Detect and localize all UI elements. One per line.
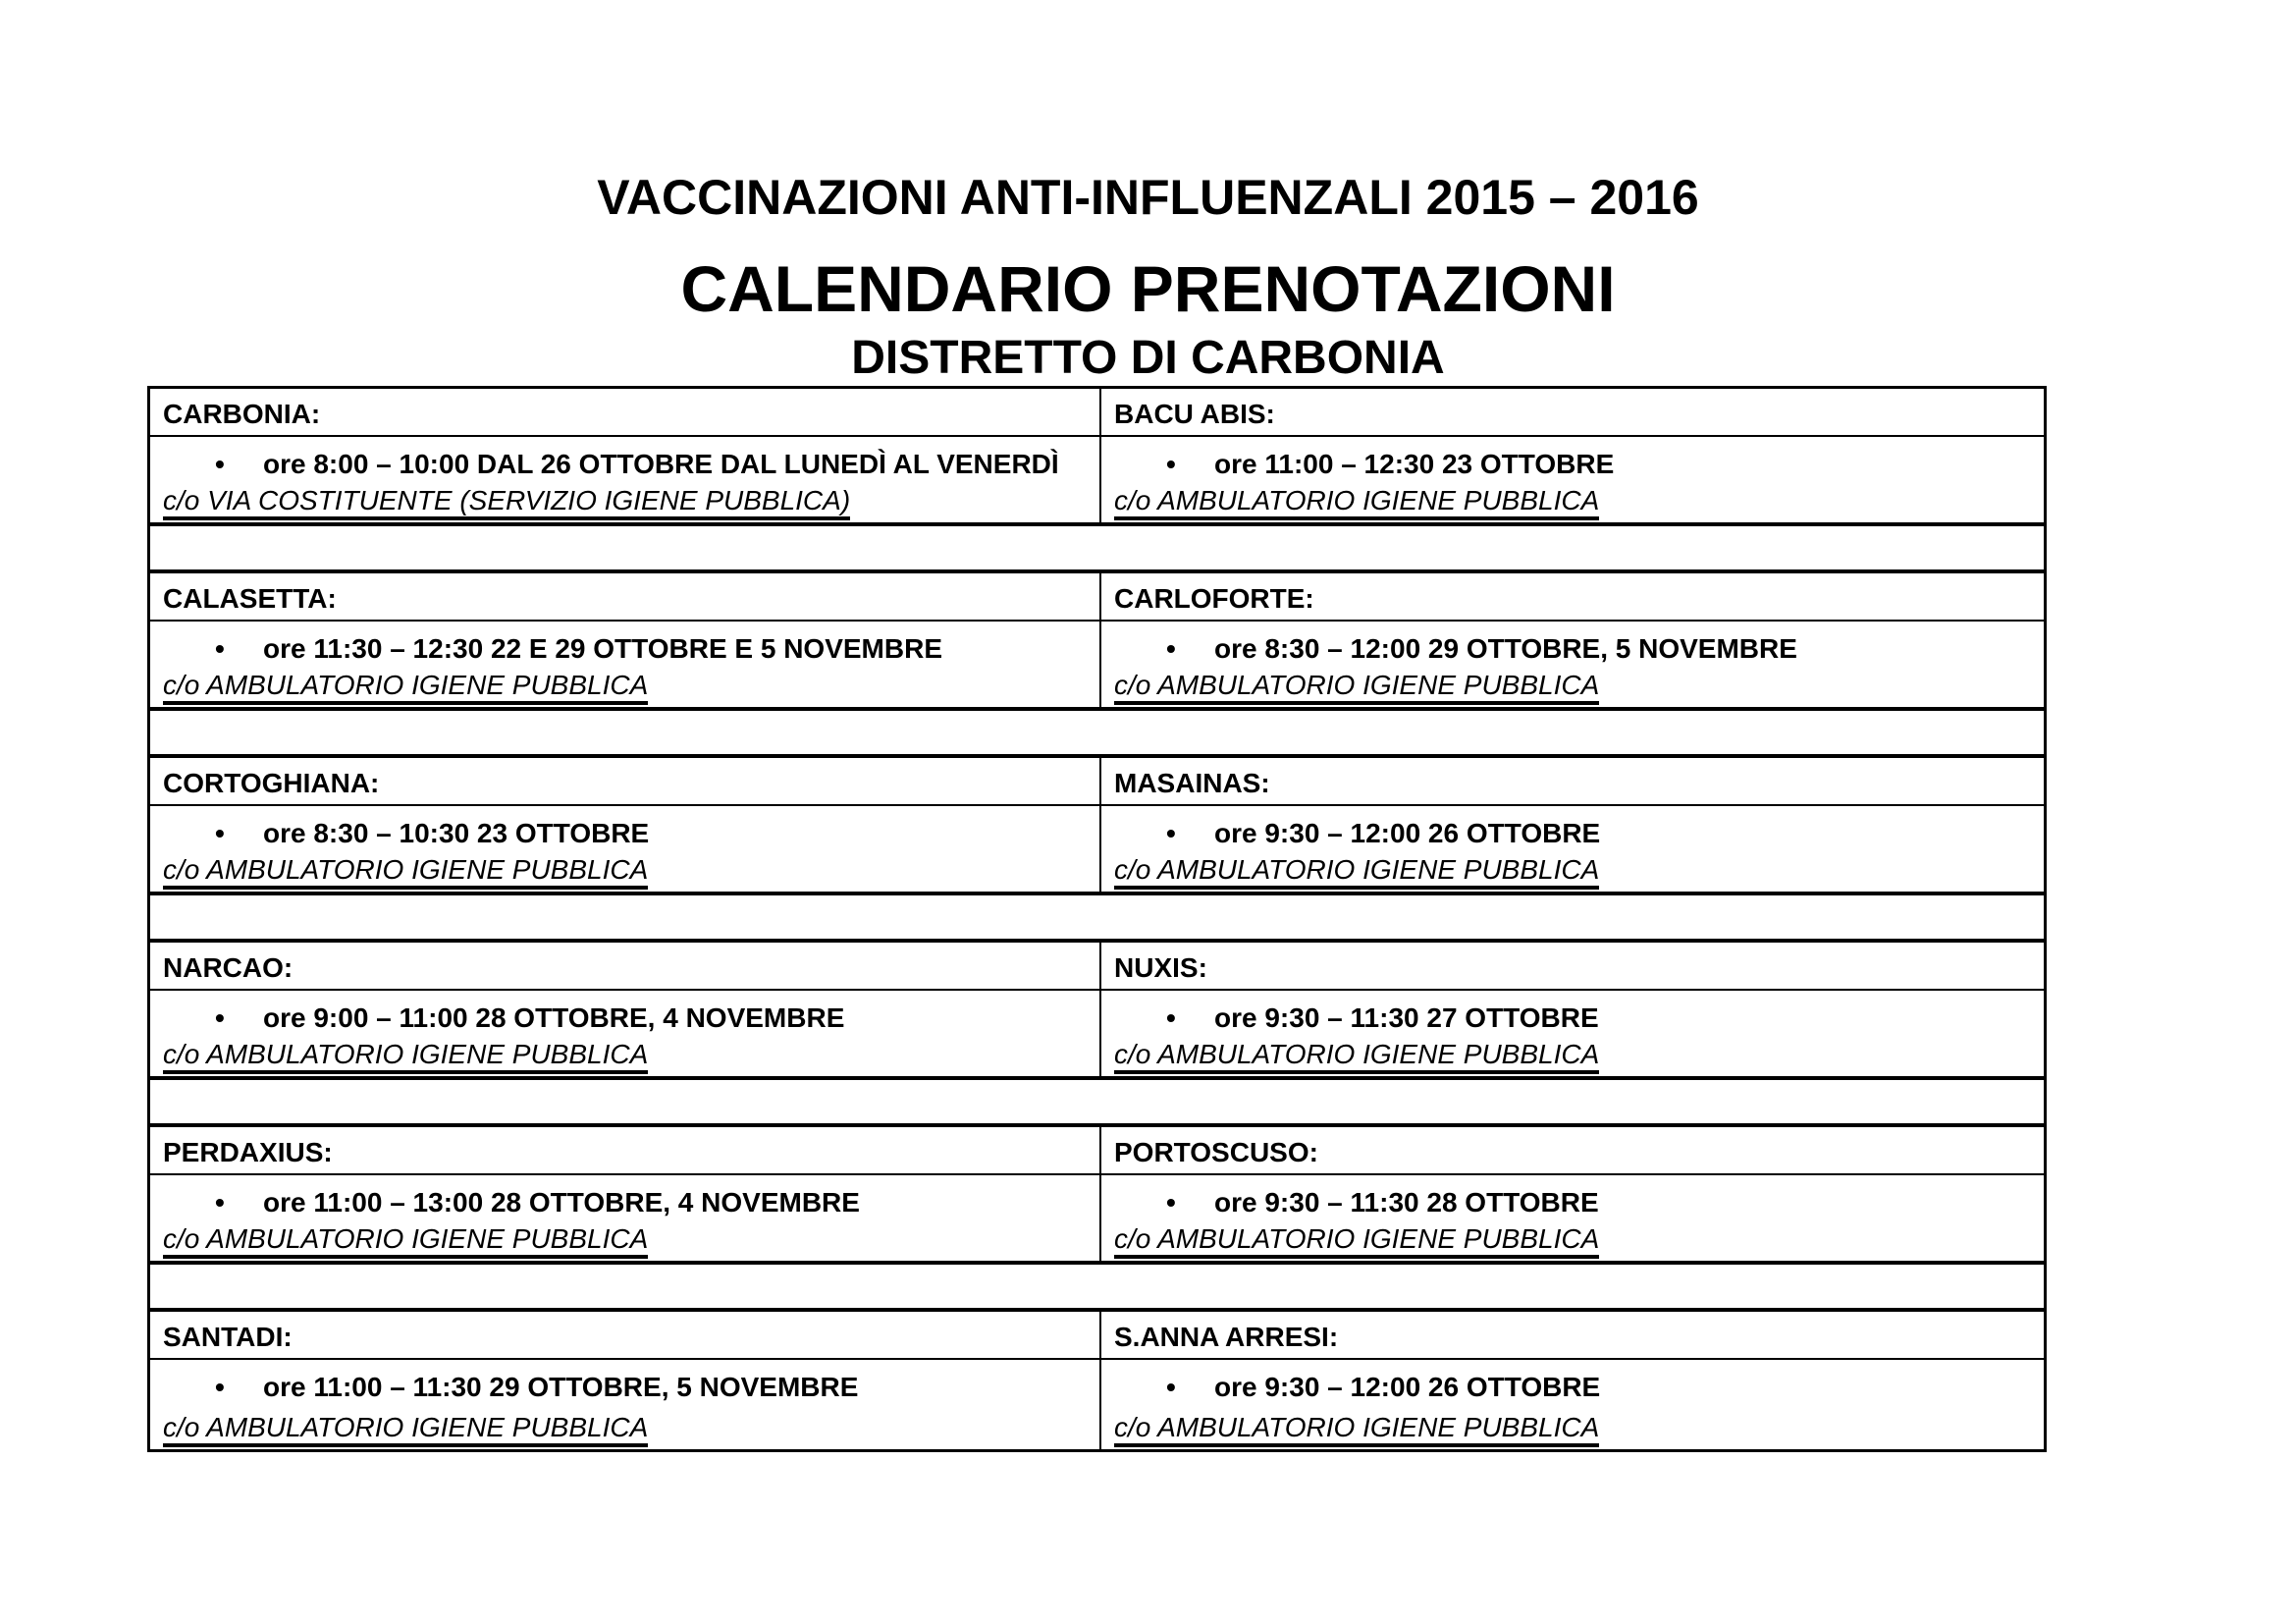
location-line [150, 1413, 1099, 1447]
schedule-line [150, 449, 1099, 480]
town-header-row [150, 943, 2044, 991]
spacer-row [150, 1080, 2044, 1127]
bullet-icon: • [215, 633, 225, 664]
calendar-group-calasetta-carloforte [150, 573, 2044, 758]
town-name: CALASETTA: [163, 582, 337, 614]
bullet-icon: • [1166, 1002, 1176, 1033]
location-line [150, 1040, 1099, 1074]
bullet-icon: • [215, 1372, 225, 1402]
bullet-icon: • [215, 1002, 225, 1033]
location-text: c/o AMBULATORIO IGIENE PUBBLICA [1114, 1224, 1599, 1259]
schedule-cell [150, 622, 1101, 707]
schedule-cell [150, 437, 1101, 522]
town-name: MASAINAS: [1114, 767, 1270, 798]
schedule-row [150, 437, 2044, 526]
town-header-cell [150, 1127, 1101, 1173]
schedule-row [150, 622, 2044, 711]
schedule-text: ore 8:30 – 12:00 29 OTTOBRE, 5 NOVEMBRE [1214, 633, 1797, 664]
bullet-icon: • [215, 1187, 225, 1218]
schedule-text: ore 9:30 – 12:00 26 OTTOBRE [1214, 818, 1601, 848]
schedule-line [1101, 1372, 2044, 1403]
town-name: PORTOSCUSO: [1114, 1136, 1318, 1167]
location-line [1101, 486, 2044, 520]
schedule-cell [150, 1175, 1101, 1261]
town-name: BACU ABIS: [1114, 398, 1275, 429]
schedule-line [1101, 449, 2044, 480]
town-header-cell [1101, 389, 2044, 435]
schedule-cell [150, 991, 1101, 1076]
schedule-cell [1101, 622, 2044, 707]
spacer-row [150, 526, 2044, 573]
schedule-cell [1101, 437, 2044, 522]
town-header-cell [1101, 1127, 2044, 1173]
schedule-row [150, 991, 2044, 1080]
town-header-row [150, 1127, 2044, 1175]
schedule-text: ore 11:00 – 12:30 23 OTTOBRE [1214, 449, 1615, 479]
page-title-line-1: VACCINAZIONI ANTI-INFLUENZALI 2015 – 2016 [597, 170, 1699, 225]
schedule-text: ore 9:00 – 11:00 28 OTTOBRE, 4 NOVEMBRE [263, 1002, 845, 1033]
spacer-row [150, 711, 2044, 758]
calendar-group-carbonia-bacuabis [150, 389, 2044, 573]
schedule-line [150, 1372, 1099, 1403]
schedule-line [150, 1187, 1099, 1218]
schedule-text: ore 9:30 – 12:00 26 OTTOBRE [1214, 1372, 1601, 1402]
location-line [1101, 671, 2044, 705]
location-line [1101, 1224, 2044, 1259]
schedule-row [150, 806, 2044, 895]
location-text: c/o AMBULATORIO IGIENE PUBBLICA [163, 1413, 648, 1447]
town-header-cell [1101, 943, 2044, 989]
schedule-cell [150, 806, 1101, 892]
calendar-group-perdaxius-portoscuso [150, 1127, 2044, 1312]
calendar-group-narcao-nuxis [150, 943, 2044, 1127]
schedule-text: ore 9:30 – 11:30 27 OTTOBRE [1214, 1002, 1599, 1033]
location-text: c/o AMBULATORIO IGIENE PUBBLICA [1114, 671, 1599, 705]
town-header-cell [1101, 573, 2044, 620]
schedule-text: ore 11:30 – 12:30 22 E 29 OTTOBRE E 5 NOVEMBRE [263, 633, 943, 664]
town-name: PERDAXIUS: [163, 1136, 333, 1167]
schedule-cell [1101, 1175, 2044, 1261]
schedule-row [150, 1175, 2044, 1265]
bullet-icon: • [1166, 1372, 1176, 1402]
schedule-cell [150, 1360, 1101, 1449]
town-header-cell [150, 1312, 1101, 1358]
spacer-row [150, 1265, 2044, 1312]
schedule-line [1101, 1002, 2044, 1034]
schedule-line [1101, 818, 2044, 849]
schedule-line [150, 1002, 1099, 1034]
location-line [150, 1224, 1099, 1259]
location-text: c/o AMBULATORIO IGIENE PUBBLICA [1114, 1040, 1599, 1074]
calendar-group-santadi-sannaarresi [150, 1312, 2044, 1449]
town-name: CARBONIA: [163, 398, 321, 429]
location-line [1101, 855, 2044, 890]
page-title-line-2: CALENDARIO PRENOTAZIONI [680, 252, 1616, 325]
location-line [150, 855, 1099, 890]
location-line [1101, 1040, 2044, 1074]
bullet-icon: • [215, 818, 225, 848]
town-name: CARLOFORTE: [1114, 582, 1314, 614]
schedule-line [150, 633, 1099, 665]
schedule-text: ore 9:30 – 11:30 28 OTTOBRE [1214, 1187, 1599, 1218]
town-name: CORTOGHIANA: [163, 767, 380, 798]
town-header-cell [150, 758, 1101, 804]
location-text: c/o AMBULATORIO IGIENE PUBBLICA [1114, 1413, 1599, 1447]
spacer-row [150, 895, 2044, 943]
bullet-icon: • [1166, 633, 1176, 664]
town-header-row [150, 758, 2044, 806]
location-text: c/o VIA COSTITUENTE (SERVIZIO IGIENE PUBBLICA) [163, 486, 850, 520]
location-text: c/o AMBULATORIO IGIENE PUBBLICA [1114, 855, 1599, 890]
schedule-text: ore 11:00 – 13:00 28 OTTOBRE, 4 NOVEMBRE [263, 1187, 860, 1218]
town-name: S.ANNA ARRESI: [1114, 1321, 1339, 1352]
location-line [1101, 1413, 2044, 1447]
schedule-line [1101, 1187, 2044, 1218]
schedule-text: ore 8:00 – 10:00 DAL 26 OTTOBRE DAL LUNEDÌ AL VENERDÌ [263, 449, 1059, 479]
town-header-cell [150, 389, 1101, 435]
bullet-icon: • [1166, 818, 1176, 848]
schedule-cell [1101, 806, 2044, 892]
town-header-cell [150, 573, 1101, 620]
location-text: c/o AMBULATORIO IGIENE PUBBLICA [163, 671, 648, 705]
schedule-line [1101, 633, 2044, 665]
schedule-cell [1101, 1360, 2044, 1449]
schedule-cell [1101, 991, 2044, 1076]
location-line [150, 486, 1099, 520]
schedule-row [150, 1360, 2044, 1449]
schedule-text: ore 8:30 – 10:30 23 OTTOBRE [263, 818, 650, 848]
town-header-row [150, 389, 2044, 437]
location-text: c/o AMBULATORIO IGIENE PUBBLICA [163, 1040, 648, 1074]
bullet-icon: • [1166, 1187, 1176, 1218]
bullet-icon: • [215, 449, 225, 479]
town-name: NARCAO: [163, 951, 294, 983]
calendar-group-cortoghiana-masainas [150, 758, 2044, 943]
town-header-cell [150, 943, 1101, 989]
town-header-cell [1101, 1312, 2044, 1358]
town-name: SANTADI: [163, 1321, 293, 1352]
town-header-row [150, 573, 2044, 622]
town-header-row [150, 1312, 2044, 1360]
bullet-icon: • [1166, 449, 1176, 479]
page-title-line-3: DISTRETTO DI CARBONIA [851, 332, 1445, 384]
vaccination-calendar-table [147, 386, 2047, 1452]
schedule-text: ore 11:00 – 11:30 29 OTTOBRE, 5 NOVEMBRE [263, 1372, 859, 1402]
location-line [150, 671, 1099, 705]
town-name: NUXIS: [1114, 951, 1207, 983]
location-text: c/o AMBULATORIO IGIENE PUBBLICA [163, 1224, 648, 1259]
location-text: c/o AMBULATORIO IGIENE PUBBLICA [1114, 486, 1599, 520]
location-text: c/o AMBULATORIO IGIENE PUBBLICA [163, 855, 648, 890]
schedule-line [150, 818, 1099, 849]
town-header-cell [1101, 758, 2044, 804]
